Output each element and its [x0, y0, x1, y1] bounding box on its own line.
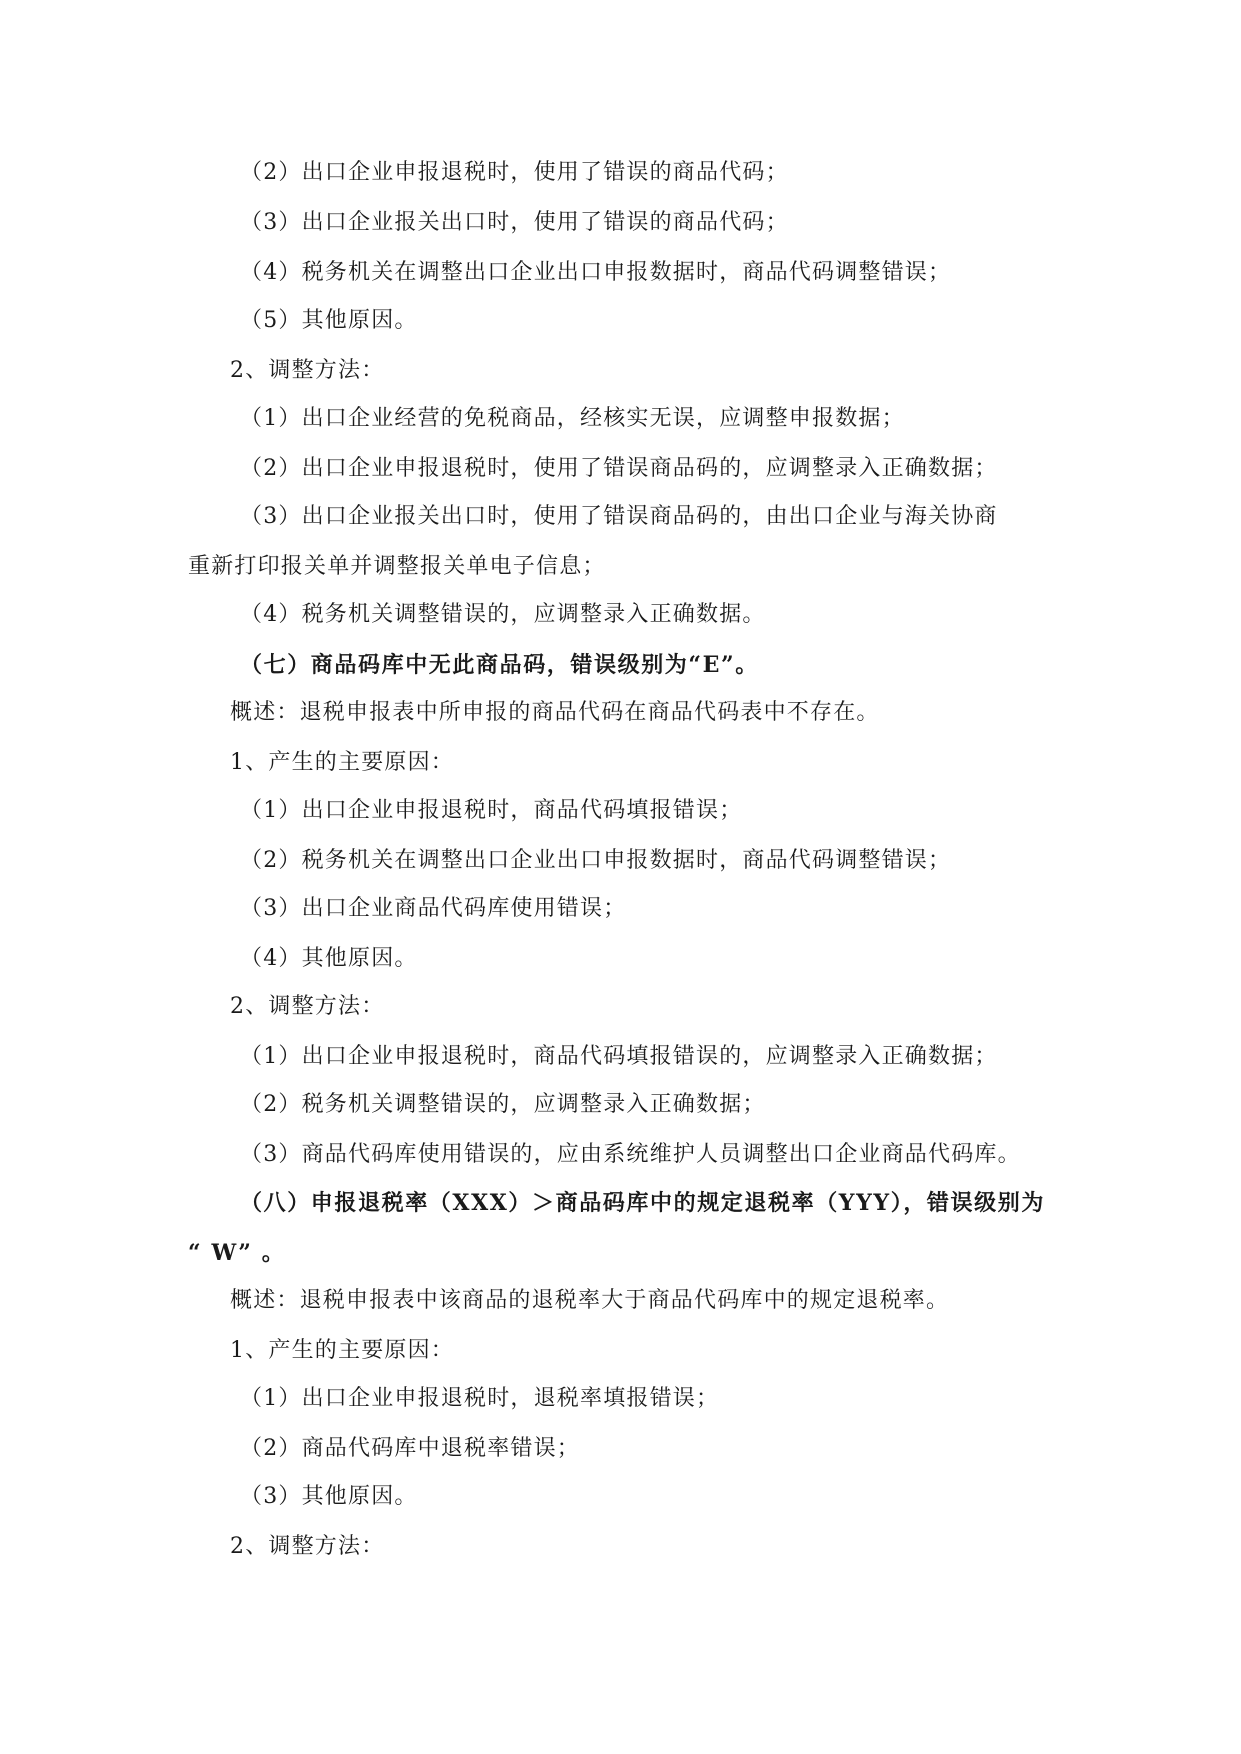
section-heading-adjust-method: 2、调整方法：	[230, 358, 385, 383]
list-item-1-reason: （1）出口企业申报退税时，商品代码填报错误；	[240, 798, 743, 823]
list-item-3-reason: （3）其他原因。	[240, 1484, 418, 1509]
list-item-3-method: （3）出口企业报关出口时，使用了错误商品码的，由出口企业与海关协商	[240, 504, 998, 529]
list-item-4-method: （4）税务机关调整错误的，应调整录入正确数据。	[240, 602, 766, 627]
section-heading-adjust-method: 2、调整方法：	[230, 994, 385, 1019]
section-title-8-continued: “ W” 。	[188, 1240, 286, 1266]
section-heading-adjust-method: 2、调整方法：	[230, 1534, 385, 1559]
section-title-7: （七）商品码库中无此商品码，错误级别为“E”。	[240, 652, 759, 678]
list-item-4-reason: （4）税务机关在调整出口企业出口申报数据时，商品代码调整错误；	[240, 260, 952, 285]
list-item-3-method: （3）商品代码库使用错误的，应由系统维护人员调整出口企业商品代码库。	[240, 1142, 1021, 1167]
list-item-5-reason: （5）其他原因。	[240, 308, 418, 333]
list-item-3-method-continued: 重新打印报关单并调整报关单电子信息；	[188, 554, 606, 579]
list-item-2-reason: （2）出口企业申报退税时，使用了错误的商品代码；	[240, 160, 789, 185]
list-item-4-reason: （4）其他原因。	[240, 946, 418, 971]
section-heading-main-reasons: 1、产生的主要原因：	[230, 750, 454, 775]
summary-paragraph: 概述：退税申报表中该商品的退税率大于商品代码库中的规定退税率。	[230, 1288, 950, 1313]
list-item-1-reason: （1）出口企业申报退税时，退税率填报错误；	[240, 1386, 720, 1411]
list-item-2-reason: （2）商品代码库中退税率错误；	[240, 1436, 580, 1461]
list-item-2-method: （2）出口企业申报退税时，使用了错误商品码的，应调整录入正确数据；	[240, 456, 998, 481]
list-item-2-reason: （2）税务机关在调整出口企业出口申报数据时，商品代码调整错误；	[240, 848, 952, 873]
list-item-2-method: （2）税务机关调整错误的，应调整录入正确数据；	[240, 1092, 766, 1117]
list-item-1-method: （1）出口企业经营的免税商品，经核实无误，应调整申报数据；	[240, 406, 905, 431]
summary-paragraph: 概述：退税申报表中所申报的商品代码在商品代码表中不存在。	[230, 700, 880, 725]
list-item-1-method: （1）出口企业申报退税时，商品代码填报错误的，应调整录入正确数据；	[240, 1044, 998, 1069]
list-item-3-reason: （3）出口企业商品代码库使用错误；	[240, 896, 627, 921]
section-title-8: （八）申报退税率（XXX）＞商品码库中的规定退税率（YYY），错误级别为	[240, 1190, 1045, 1216]
section-heading-main-reasons: 1、产生的主要原因：	[230, 1338, 454, 1363]
list-item-3-reason: （3）出口企业报关出口时，使用了错误的商品代码；	[240, 210, 789, 235]
